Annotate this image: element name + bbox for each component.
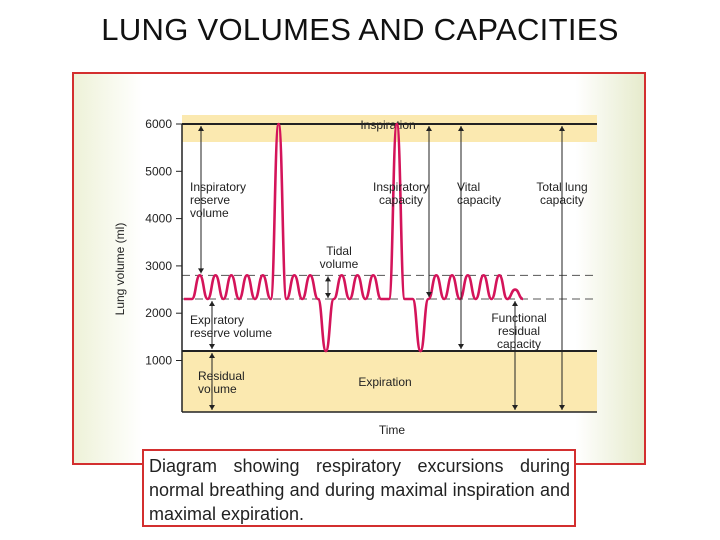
- label-expiratory-reserve-volume-line-1: Expiratory: [190, 313, 245, 327]
- label-vital-capacity-line-1: Vital: [457, 180, 481, 194]
- arrow-tidal-head-top: [325, 276, 331, 281]
- y-tick-label-5000: 5000: [145, 164, 172, 179]
- label-functional-residual-capacity-line-3: capacity: [496, 337, 542, 351]
- y-axis-label: Lung volume (ml): [113, 222, 127, 316]
- label-expiratory-reserve-volume-line-2: reserve volume: [190, 326, 273, 340]
- label-total-lung-capacity-line-1: Total lung: [536, 180, 588, 194]
- arrow-vital-capacity-head-bottom: [458, 344, 464, 349]
- label-inspiratory-capacity-line-1: Inspiratory: [372, 180, 430, 194]
- arrow-expiratory-reserve-head-bottom: [209, 344, 215, 349]
- label-functional-residual-capacity-line-1: Functional: [491, 311, 547, 325]
- arrow-inspiratory-reserve-head-bottom: [198, 268, 204, 273]
- y-tick-label-2000: 2000: [145, 306, 172, 321]
- y-tick-label-1000: 1000: [145, 353, 172, 368]
- y-tick-label-4000: 4000: [145, 211, 172, 226]
- arrow-functional-residual-head-top: [512, 301, 518, 306]
- slide-title: LUNG VOLUMES AND CAPACITIES: [101, 12, 619, 47]
- label-functional-residual-capacity-line-2: residual: [497, 324, 541, 338]
- caption-box: Diagram showing respiratory excursions during normal breathing and during maximal inspiration and maximal expiration.: [142, 449, 576, 527]
- figure-frame: [72, 72, 646, 465]
- label-inspiratory-reserve-volume-line-3: volume: [190, 206, 229, 220]
- label-tidal-volume-line-2: volume: [319, 257, 359, 271]
- label-inspiratory-capacity-line-2: capacity: [378, 193, 424, 207]
- y-tick-label-3000: 3000: [145, 258, 172, 273]
- label-total-lung-capacity-line-2: capacity: [539, 193, 585, 207]
- lung-volume-diagram: [74, 74, 644, 463]
- label-residual-volume-line-2: volume: [198, 382, 237, 396]
- label-vital-capacity-line-2: capacity: [457, 193, 502, 207]
- label-inspiratory-reserve-volume-line-1: Inspiratory: [190, 180, 247, 194]
- label-residual-volume-line-1: Residual: [198, 369, 245, 383]
- y-tick-label-6000: 6000: [145, 117, 172, 131]
- arrow-expiratory-reserve-head-top: [209, 301, 215, 306]
- x-axis-label: Time: [378, 423, 406, 437]
- arrow-tidal-head-bottom: [325, 293, 331, 298]
- label-inspiratory-reserve-volume-line-2: reserve: [190, 193, 231, 207]
- label-tidal-volume-line-1: Tidal: [326, 244, 352, 258]
- expiration-band-label: Expiration: [358, 375, 412, 389]
- inspiration-band-label: Inspiration: [360, 118, 416, 132]
